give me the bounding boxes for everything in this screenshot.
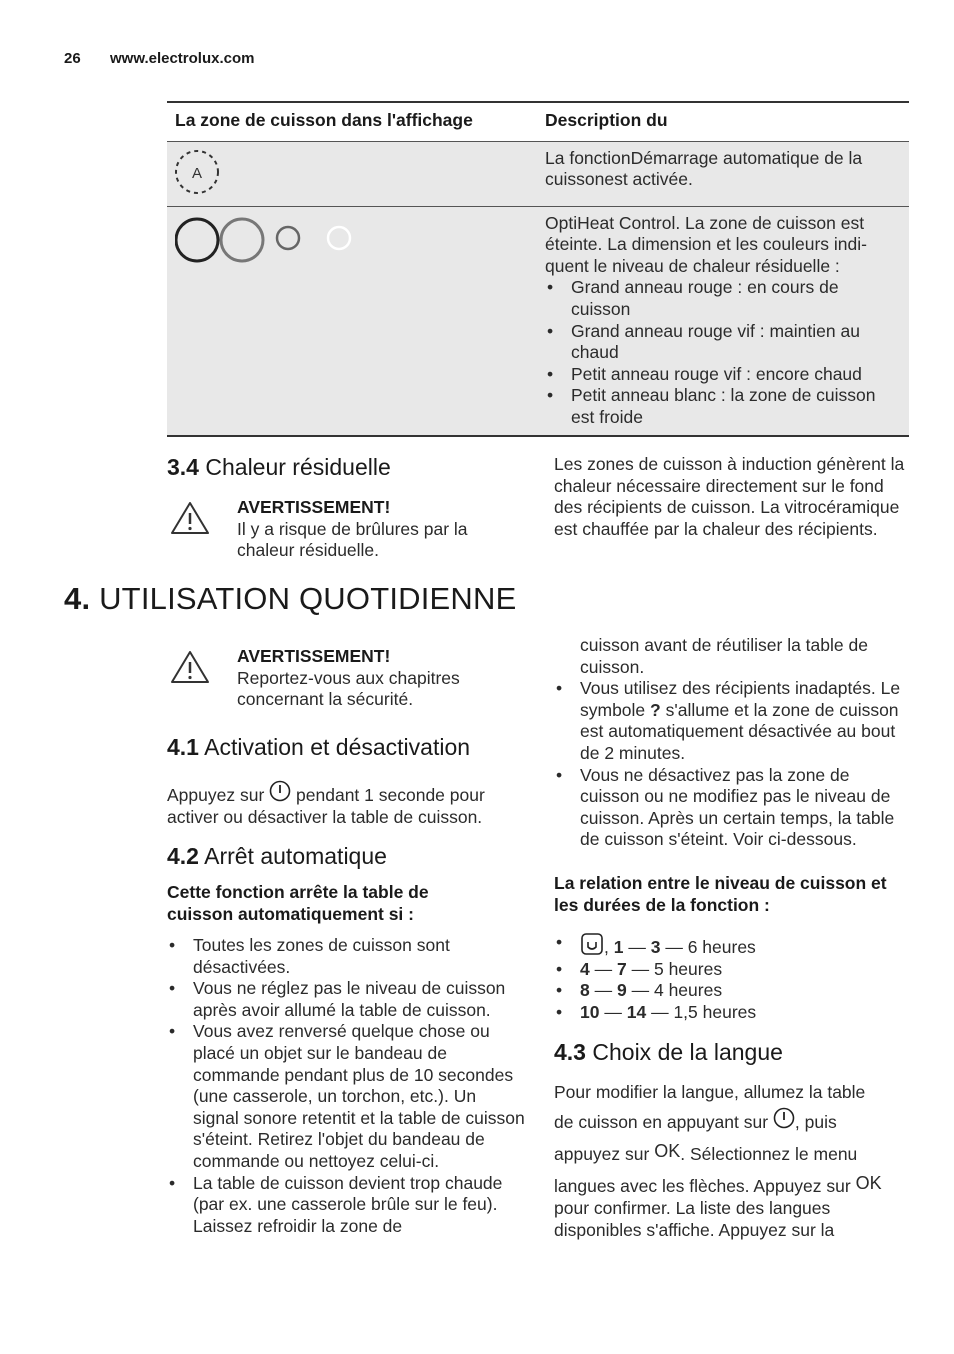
auto-start-symbol-cell — [167, 142, 537, 206]
warning-title: AVERTISSEMENT! — [237, 497, 391, 517]
auto-off-lead: Cette fonction arrête la table de cuisson automatiquement si : — [167, 882, 429, 924]
language-text-part: langues avec les flèches. Appuyez sur — [554, 1176, 851, 1196]
dash: — — [631, 958, 650, 979]
optiheat-rings-icon — [175, 213, 375, 267]
table-col1-header: La zone de cuisson dans l'affichage — [175, 110, 473, 130]
optiheat-list — [545, 277, 901, 428]
language-line — [554, 1169, 914, 1201]
site-url: www.electrolux.com — [110, 50, 255, 67]
ok-key-icon: OK — [855, 1173, 882, 1193]
list-item-continuation: cuisson avant de réutiliser la table de cuisson. — [580, 635, 868, 677]
power-icon — [269, 780, 291, 802]
list-item: • Vous ne réglez pas le niveau de cuisson après avoir allumé la table de cuisson. — [167, 978, 525, 1021]
list-item: • Vous avez renversé quelque chose ou placé un objet sur le bandeau de commande pendant plus de 10 secondes (une casserole, un torchon, etc.). Un signal sonore retentit et la table de cuisson s'éteint. Retirez l'objet du bandeau de commande ou nettoyez celui-ci. — [167, 1021, 525, 1172]
page-number: 26 — [64, 50, 81, 67]
warning-text: Reportez-vous aux chapitres concernant la sécurité. — [237, 667, 460, 710]
level-to: 9 — [616, 980, 627, 1001]
optiheat-description — [537, 207, 909, 435]
warning-icon — [170, 649, 210, 685]
list-item — [554, 1002, 909, 1024]
language-text-part: . Sélectionnez le menu — [680, 1144, 858, 1164]
warning-block — [237, 497, 527, 562]
table-header-row — [167, 103, 909, 142]
auto-start-description: La fonctionDémarrage automatique de la cuissonest activée. — [545, 147, 863, 190]
section-title: Chaleur résiduelle — [205, 454, 391, 480]
activation-text — [167, 780, 527, 828]
section-3-4-heading — [167, 454, 391, 481]
section-number: 4.2 — [167, 843, 199, 869]
section-number: 4.3 — [554, 1039, 586, 1065]
table-col2-header: Description du — [545, 110, 668, 130]
dash: — — [665, 937, 683, 957]
relation-title: La relation entre le niveau de cuisson et les durées de la fonction : — [554, 873, 887, 915]
list-item: • Grand anneau rouge vif : maintien au chaud — [545, 321, 901, 364]
language-line — [554, 1107, 914, 1137]
language-line: pour confirmer. La liste des langues disponibles s'affiche. Appuyez sur la — [554, 1198, 835, 1240]
activation-text-a: Appuyez sur — [167, 785, 265, 805]
table-row — [167, 207, 909, 435]
list-item: • Vous ne désactivez pas la zone de cuisson ou ne modifiez pas le niveau de cuisson. Après un certain temps, la table de cuisson s'éteint. Voir ci-dessous. — [554, 765, 909, 851]
dash: — — [594, 958, 613, 979]
svg-text:A: A — [191, 164, 203, 182]
section-title: Activation et désactivation — [204, 734, 471, 760]
list-item — [554, 959, 909, 981]
auto-off-list — [167, 935, 525, 1237]
list-item: • Petit anneau blanc : la zone de cuisson est froide — [545, 385, 901, 428]
list-item: • Grand anneau rouge : en cours de cuisson — [545, 277, 901, 320]
question-symbol: ? — [650, 699, 661, 720]
list-item: • La table de cuisson devient trop chaude (par ex. une casserole brûle sur le feu). Laissez refroidir la zone de — [167, 1173, 525, 1238]
auto-off-list-continued — [554, 635, 909, 851]
list-item: • Toutes les zones de cuisson sont désactivées. — [167, 935, 525, 978]
level-from: 4 — [580, 958, 590, 979]
duration-time: 5 heures — [653, 958, 723, 979]
duration-time: 4 heures — [653, 980, 723, 1001]
language-line — [554, 1137, 914, 1169]
language-text-part: de cuisson en appuyant sur — [554, 1112, 769, 1132]
item-text-a: Vous utilisez des récipients inadaptés. Le symbole — [580, 678, 901, 720]
level-to: 14 — [626, 1001, 647, 1022]
section-title: Choix de la langue — [592, 1039, 783, 1065]
warning-title: AVERTISSEMENT! — [237, 646, 391, 666]
chapter-title: UTILISATION QUOTIDIENNE — [99, 581, 517, 616]
auto-off-list-2 — [554, 678, 909, 851]
auto-start-a-icon — [175, 148, 227, 198]
section-4-2-heading — [167, 843, 387, 870]
safety-warning-block — [237, 646, 527, 711]
language-text-part: , puis — [794, 1112, 837, 1132]
chapter-4-heading — [64, 581, 517, 617]
residual-heat-text: Les zones de cuisson à induction génèrent la chaleur nécessaire directement sur le fond des récipients de cuisson. La vitrocéramique est chauffée par la chaleur des récipients. — [554, 454, 905, 539]
section-title: Arrêt automatique — [204, 843, 387, 869]
item-text-b: s'allume et la zone de cuisson est automatiquement désactivée au bout de 2 minutes. — [580, 699, 899, 763]
level-from: 10 — [580, 1001, 600, 1022]
language-text-part: appuyez sur — [554, 1144, 650, 1164]
list-item: • , 1 — 3 — 6 heures — [554, 932, 909, 959]
level-from: 8 — [580, 980, 590, 1001]
language-text — [554, 1078, 914, 1241]
language-line: Pour modifier la langue, allumez la table — [554, 1082, 866, 1102]
level-from: 1 — [613, 937, 624, 957]
keep-warm-icon — [580, 932, 604, 956]
list-item: • Petit anneau rouge vif : encore chaud — [545, 364, 901, 386]
chapter-number: 4. — [64, 581, 91, 616]
optiheat-symbol-cell — [167, 207, 537, 435]
table-row — [167, 142, 909, 207]
list-item — [554, 980, 909, 1002]
dash: — — [651, 1001, 669, 1022]
section-4-1-heading — [167, 734, 470, 761]
optiheat-intro: OptiHeat Control. La zone de cuisson est éteinte. La dimension et les couleurs indi-quent le niveau de chaleur résiduelle : — [545, 212, 867, 276]
duration-time: 6 heures — [687, 937, 756, 957]
dash: — — [604, 1001, 622, 1022]
dash: — — [631, 980, 650, 1001]
warning-icon — [170, 500, 210, 536]
duration-list — [554, 932, 909, 1023]
power-icon — [773, 1107, 795, 1129]
duration-time: 1,5 heures — [673, 1001, 757, 1022]
section-number: 4.1 — [167, 734, 199, 760]
dash: — — [594, 980, 613, 1001]
section-number: 3.4 — [167, 454, 199, 480]
display-table — [167, 101, 909, 437]
warning-text: Il y a risque de brûlures par la chaleur résiduelle. — [237, 518, 468, 561]
level-to: 7 — [616, 958, 627, 979]
dash: — — [628, 937, 646, 957]
level-to: 3 — [650, 937, 661, 957]
section-4-3-heading — [554, 1039, 783, 1066]
ok-key-icon: OK — [654, 1141, 681, 1161]
list-item — [554, 678, 909, 764]
activation-text-b: pendant 1 seconde pour activer ou désactiver la table de cuisson. — [167, 785, 485, 827]
